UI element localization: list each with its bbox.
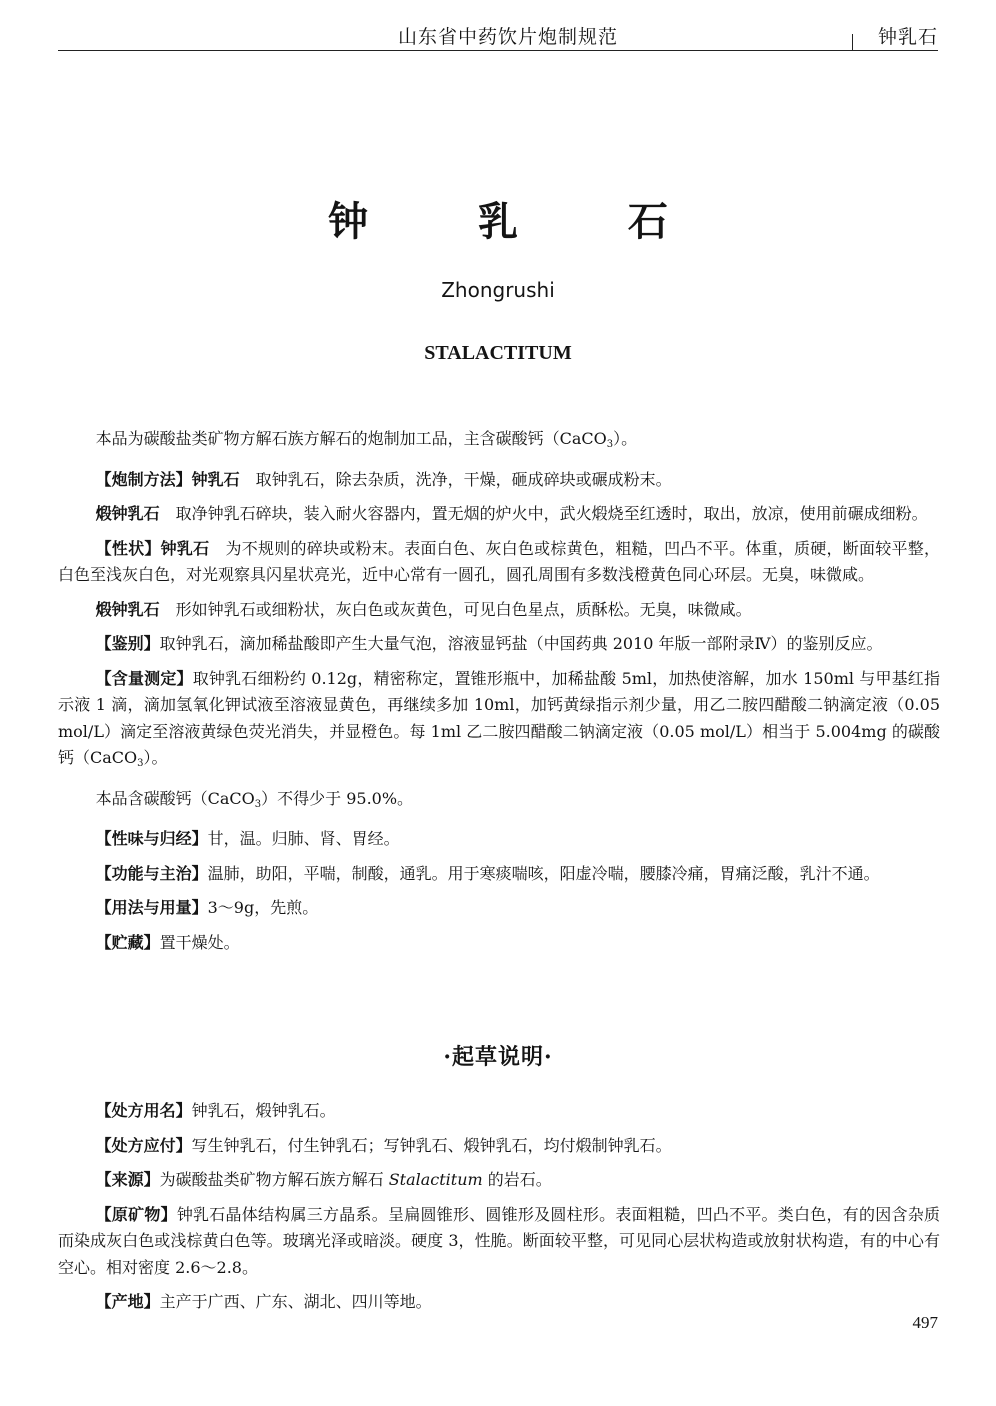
running-header-entry: 钟乳石 [877,26,938,48]
processing-item2-text: 取净钟乳石碎块，装入耐火容器内，置无烟的炉火中，武火煅烧至红透时，取出，放凉，使用前碾成细粉。 [159,504,928,523]
properties-label: 【性状】 [95,538,161,558]
processing-item2-name: 煅钟乳石 [95,504,160,523]
properties-paragraph-2 [58,597,940,624]
storage-text: 置干燥处。 [159,932,240,952]
processing-label: 【炮制方法】 [95,469,192,489]
assay-text-a: 取钟乳石细粉约 0.12g，精密称定，置锥形瓶中，加稀盐酸 5ml，加热使溶解，加水 150ml 与甲基红指示液 1 滴，滴加氢氧化钾试液至溶液显黄色，再继续多加 10ml，加钙黄绿指示剂少量，用乙二胺四醋酸二钠滴定液（0.05 mol/L）滴定至溶液黄绿色荧光消失，并显橙色。每 1ml 乙二胺四醋酸二钠滴定液（0.05 mol/L）相当于 5.004mg 的碳酸钙（CaCO [58,668,940,767]
drafting-notes-heading: ·起草说明· [443,1044,553,1070]
assay-limit-b: ）不得少于 95.0%。 [261,788,414,808]
identification-paragraph [58,631,940,658]
dosage-text: 3～9g，先煎。 [207,898,319,917]
assay-subscript: 3 [137,758,144,769]
assay-text-b: ）。 [143,748,168,767]
storage-label: 【贮藏】 [95,932,160,952]
nature-label: 【性味与归经】 [95,829,208,848]
source-latin-name: Stalactitum [388,1170,483,1189]
names-text: 钟乳石，煅钟乳石。 [191,1101,336,1120]
dispense-label: 【处方应付】 [95,1135,192,1155]
source-label: 【来源】 [95,1170,160,1189]
dosage-paragraph [58,895,940,922]
identification-text: 取钟乳石，滴加稀盐酸即产生大量气泡，溶液显钙盐（中国药典 2010 年版一部附录Ⅳ）的鉴别反应。 [159,634,883,653]
assay-limit-a: 本品含碳酸钙（CaCO [95,788,255,808]
processing-paragraph-2 [58,501,940,528]
intro-text-a: 本品为碳酸盐类矿物方解石族方解石的炮制加工品，主含碳酸钙（CaCO [95,429,607,448]
assay-limit-subscript: 3 [254,798,262,810]
processing-paragraph-1 [58,467,940,494]
properties-paragraph-1 [58,536,940,589]
properties-item2-text: 形如钟乳石或细粉状，灰白色或灰黄色，可见白色星点，质酥松。无臭，味微咸。 [159,599,752,619]
dispense-text: 写生钟乳石，付生钟乳石；写钟乳石、煅钟乳石，均付煅制钟乳石。 [191,1135,672,1155]
functions-paragraph [58,861,940,888]
mineral-label: 【原矿物】 [95,1204,177,1224]
properties-item2-name: 煅钟乳石 [95,599,160,619]
functions-text: 温肺，助阳，平喘，制酸，通乳。用于寒痰喘咳，阳虚冷喘，腰膝冷痛，胃痛泛酸，乳汁不通。 [207,863,880,883]
assay-paragraph [58,666,940,778]
page-number: 497 [912,1313,938,1332]
drafting-notes [58,1098,940,1324]
running-header-book-title: 山东省中药饮片炮制规范 [398,26,619,48]
monograph-title-pinyin: Zhongrushi [441,278,555,302]
origin-label: 【产地】 [95,1292,160,1311]
monograph-body [58,426,940,964]
running-header [58,22,938,50]
processing-item1-text: 取钟乳石，除去杂质，洗净，干燥，砸成碎块或碾成粉末。 [239,469,672,489]
names-label: 【处方用名】 [95,1101,192,1120]
dosage-label: 【用法与用量】 [95,898,208,917]
properties-item1-text: 为不规则的碎块或粉末。表面白色、灰白色或棕黄色，粗糙，凹凸不平。体重，质硬，断面较平整，白色至浅灰白色，对光观察具闪星状亮光，近中心常有一圆孔，圆孔周围有多数浅橙黄色同心环层。无臭，味微咸。 [58,538,940,584]
monograph-title-latin: STALACTITUM [424,342,572,364]
monograph-title-chinese: 钟 乳 石 [328,198,716,245]
intro-text-b: ）。 [613,429,638,448]
mineral-paragraph [58,1202,940,1282]
mineral-text: 钟乳石晶体结构属三方晶系。呈扁圆锥形、圆锥形及圆柱形。表面粗糙，凹凸不平。类白色，有的因含杂质而染成灰白色或浅棕黄白色等。玻璃光泽或暗淡。硬度 3，性脆。断面较平整，可见同心层状构造或放射状构造，有的中心有空心。相对密度 2.6～2.8。 [58,1204,940,1277]
nature-text: 甘，温。归肺、肾、胃经。 [207,829,400,848]
functions-label: 【功能与主治】 [95,863,208,883]
storage-paragraph [58,930,940,957]
dispense-paragraph [58,1133,940,1160]
source-paragraph [58,1167,940,1194]
header-divider-tick [852,34,853,50]
origin-text: 主产于广西、广东、湖北、四川等地。 [159,1292,432,1311]
header-rule [58,50,938,51]
properties-item1-name: 钟乳石 [160,538,210,558]
intro-subscript: 3 [606,439,614,450]
processing-item1-name: 钟乳石 [191,469,240,489]
identification-label: 【鉴别】 [95,634,160,653]
source-text-a: 为碳酸盐类矿物方解石族方解石 [159,1170,389,1189]
origin-paragraph [58,1289,940,1316]
nature-paragraph [58,826,940,853]
assay-label: 【含量测定】 [95,668,193,688]
intro-paragraph [58,426,940,459]
source-text-b: 的岩石。 [482,1170,552,1189]
names-paragraph [58,1098,940,1125]
assay-limit-paragraph [58,786,940,819]
